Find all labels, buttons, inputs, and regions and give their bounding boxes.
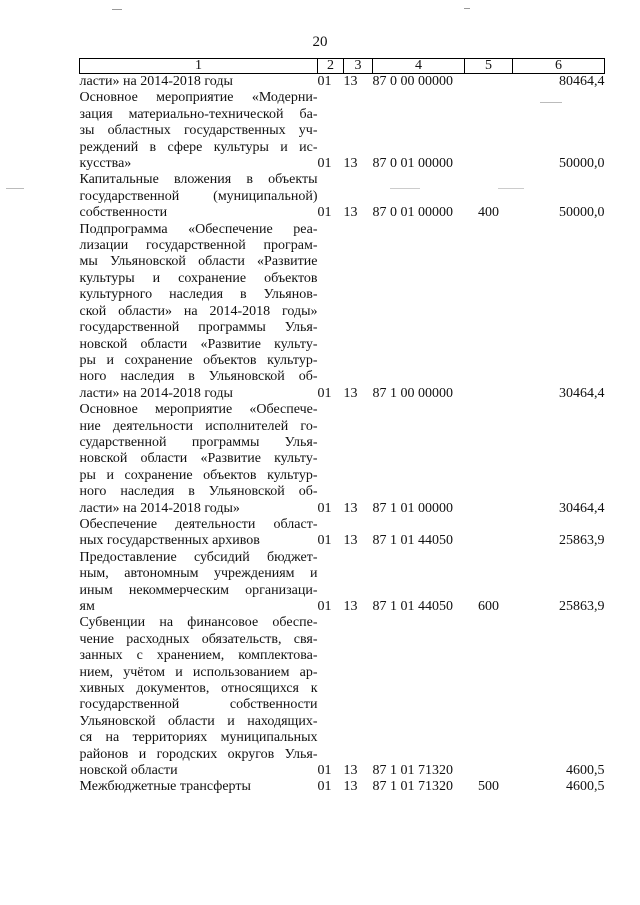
- row-name-line: культуры и сохранение объектов: [79, 270, 318, 286]
- row-name-line: ние деятельности исполнителей го-: [79, 418, 318, 434]
- row-name-line: ласти» на 2014-2018 годы: [79, 385, 233, 401]
- row-amount: 30464,4: [559, 500, 605, 516]
- row-subsection: 13: [343, 205, 358, 221]
- row-amount: 80464,4: [559, 74, 605, 89]
- row-amount: 50000,0: [559, 156, 605, 172]
- row-section: 01: [317, 533, 332, 549]
- row-section: 01: [317, 599, 332, 614]
- row-expense-type: [465, 615, 513, 779]
- row-name-line: зация материально-технической ба-: [79, 106, 318, 122]
- row-name-line: ям: [79, 599, 95, 614]
- table-row: [80, 172, 605, 221]
- row-amount: 30464,4: [559, 385, 605, 401]
- row-name: [80, 615, 318, 779]
- row-name-line: сударственной программы Улья-: [79, 434, 318, 450]
- table-header: [80, 59, 605, 74]
- header-col-4: 4: [373, 59, 465, 74]
- row-name-line: хивных документов, относящихся к: [79, 681, 318, 697]
- row-name: [80, 74, 318, 91]
- header-col-5: 5: [465, 59, 513, 74]
- row-name-line: собственности: [79, 205, 168, 221]
- row-subsection: 13: [343, 599, 358, 614]
- row-name-line: Межбюджетные трансферты: [79, 779, 251, 795]
- row-name-line: кусства»: [79, 156, 132, 172]
- row-name-line: Обеспечение деятельности област-: [79, 516, 318, 532]
- row-expense-type: 600: [478, 599, 499, 614]
- row-subsection: 13: [343, 385, 358, 401]
- row-name-line: ласти» на 2014-2018 годы: [79, 74, 233, 89]
- row-expense-type: [465, 517, 513, 550]
- row-name: [80, 90, 318, 172]
- scan-artifact: [112, 9, 122, 10]
- row-name-line: Субвенции на финансовое обеспе-: [79, 615, 318, 631]
- row-name-line: ры и сохранение объектов культур-: [79, 467, 318, 483]
- header-col-6: 6: [513, 59, 605, 74]
- row-name: [80, 222, 318, 402]
- table-row: [80, 90, 605, 172]
- row-section: 01: [317, 763, 332, 779]
- row-name-line: Основное мероприятие «Модерни-: [79, 90, 318, 106]
- row-name-line: реждений в сфере культуры и ис-: [79, 139, 318, 155]
- row-name: [80, 172, 318, 221]
- row-target-code: 87 0 01 00000: [372, 205, 453, 221]
- row-amount: 4600,5: [566, 763, 605, 779]
- row-target-code: 87 1 01 44050: [372, 533, 453, 549]
- row-target-code: 87 0 01 00000: [372, 156, 453, 172]
- table-row: [80, 74, 605, 91]
- row-section: 01: [317, 156, 332, 172]
- row-amount: 25863,9: [559, 599, 605, 614]
- scan-artifact: [540, 102, 562, 103]
- row-section: 01: [317, 385, 332, 401]
- row-name: [80, 779, 318, 795]
- row-expense-type: 500: [478, 779, 499, 795]
- row-name-line: Подпрограмма «Обеспечение реа-: [79, 221, 318, 237]
- row-name-line: ры и сохранение объектов культур-: [79, 352, 318, 368]
- row-name-line: Предоставление субсидий бюджет-: [79, 549, 318, 565]
- row-name-line: ласти» на 2014-2018 годы»: [79, 500, 240, 516]
- row-expense-type: [465, 90, 513, 172]
- row-name-line: иным некоммерческим организаци-: [79, 582, 318, 598]
- row-name: [80, 517, 318, 550]
- row-name-line: ся на территориях муниципальных: [79, 730, 318, 746]
- row-section: 01: [317, 779, 332, 795]
- row-amount: 25863,9: [559, 533, 605, 549]
- row-name-line: районов и городских округов Улья-: [79, 746, 318, 762]
- row-subsection: 13: [343, 779, 358, 795]
- row-amount: 4600,5: [566, 779, 605, 795]
- row-name-line: занных с хранением, комплектова-: [79, 648, 318, 664]
- row-name-line: новской области «Развитие культу-: [79, 451, 318, 467]
- row-name: [80, 550, 318, 616]
- row-name-line: Основное мероприятие «Обеспече-: [79, 402, 318, 418]
- row-amount: 50000,0: [559, 205, 605, 221]
- row-expense-type: [465, 74, 513, 91]
- table-row: [80, 517, 605, 550]
- table-row: [80, 615, 605, 779]
- row-section: 01: [317, 205, 332, 221]
- row-name-line: новской области: [79, 763, 178, 779]
- row-subsection: 13: [343, 763, 358, 779]
- row-name-line: Ульяновской области и находящих-: [79, 713, 318, 729]
- row-target-code: 87 1 01 71320: [372, 779, 453, 795]
- scan-artifact: [390, 188, 420, 189]
- row-name-line: ным, автономным учреждениям и: [79, 566, 318, 582]
- header-col-2: 2: [318, 59, 344, 74]
- header-row: [80, 59, 605, 74]
- row-name-line: культурного наследия в Ульянов-: [79, 287, 318, 303]
- table-row: [80, 550, 605, 616]
- row-target-code: 87 0 00 00000: [372, 74, 453, 89]
- row-name-line: нием, учётом и использованием ар-: [79, 664, 318, 680]
- scan-artifact: [498, 188, 524, 189]
- row-target-code: 87 1 00 00000: [372, 385, 453, 401]
- row-name-line: ного наследия в Ульяновской об-: [79, 484, 318, 500]
- row-subsection: 13: [343, 533, 358, 549]
- row-name-line: новской области «Развитие культу-: [79, 336, 318, 352]
- row-name-line: ного наследия в Ульяновской об-: [79, 369, 318, 385]
- budget-table: [79, 58, 605, 796]
- table-row: [80, 402, 605, 517]
- row-name-line: государственной собственности: [79, 697, 318, 713]
- page-number: 20: [312, 34, 328, 50]
- row-target-code: 87 1 01 00000: [372, 500, 453, 516]
- row-subsection: 13: [343, 500, 358, 516]
- row-subsection: 13: [343, 156, 358, 172]
- row-expense-type: 400: [478, 205, 499, 221]
- scan-artifact: [6, 188, 24, 189]
- header-col-3: 3: [344, 59, 373, 74]
- row-name-line: Капитальные вложения в объекты: [79, 172, 318, 188]
- table-row: [80, 779, 605, 795]
- row-target-code: 87 1 01 44050: [372, 599, 453, 614]
- row-name-line: государственной программы Улья-: [79, 320, 318, 336]
- row-section: 01: [317, 500, 332, 516]
- scan-artifact: [464, 8, 470, 9]
- row-section: 01: [317, 74, 332, 89]
- row-name-line: зы областных государственных уч-: [79, 123, 318, 139]
- row-expense-type: [465, 402, 513, 517]
- row-name-line: ской области» на 2014-2018 годы»: [79, 303, 318, 319]
- row-expense-type: [465, 222, 513, 402]
- header-col-1: 1: [80, 59, 318, 74]
- row-subsection: 13: [343, 74, 358, 89]
- row-name-line: государственной (муниципальной): [79, 188, 318, 204]
- row-name: [80, 402, 318, 517]
- table-row: [80, 222, 605, 402]
- row-name-line: мы Ульяновской области «Развитие: [79, 254, 318, 270]
- row-target-code: 87 1 01 71320: [372, 763, 453, 779]
- row-name-line: лизации государственной програм-: [79, 238, 318, 254]
- row-name-line: чение расходных обязательств, свя-: [79, 631, 318, 647]
- table-body: [80, 74, 605, 796]
- row-name-line: ных государственных архивов: [79, 533, 260, 549]
